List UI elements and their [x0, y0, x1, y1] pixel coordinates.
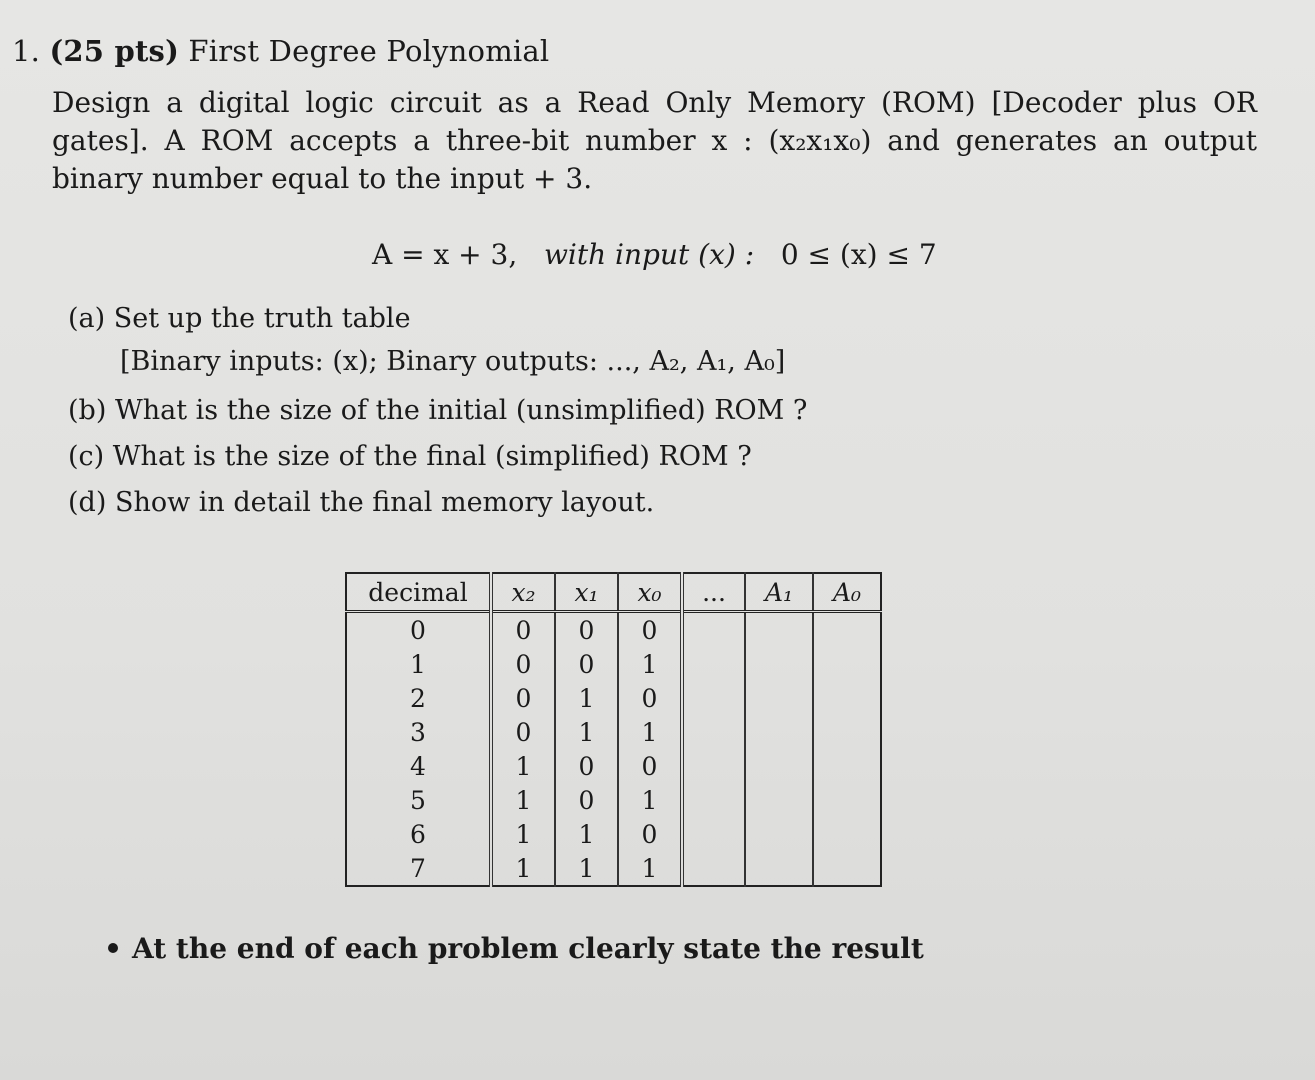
table-header-row — [346, 573, 881, 612]
cell-decimal: 6 — [410, 819, 426, 849]
cell-x1: 0 — [555, 749, 618, 783]
cell-a0 — [813, 612, 881, 648]
cell-x0: 0 — [618, 749, 682, 783]
cell-a0 — [813, 715, 881, 749]
part-text: What is the size of the initial (unsimplified) ROM ? — [114, 395, 808, 426]
part-label: (b) — [68, 395, 107, 426]
header-ellipsis: ... — [682, 573, 745, 612]
part-label: (d) — [68, 487, 107, 518]
table-row — [346, 817, 881, 851]
cell-x0: 1 — [618, 851, 682, 886]
header-x0: x₀ — [618, 573, 682, 612]
cell-decimal: 5 — [410, 785, 426, 815]
header-a1: A₁ — [745, 573, 813, 612]
cell-x2: 1 — [491, 817, 555, 851]
problem-points: (25 pts) — [49, 34, 179, 68]
cell-decimal: 4 — [410, 751, 426, 781]
cell-x2: 0 — [491, 612, 555, 648]
cell-decimal: 0 — [410, 615, 426, 645]
part-text: [Binary inputs: (x); Binary outputs: ..., A₂, A₁, A₀] — [120, 346, 786, 377]
cell-x2: 0 — [491, 681, 555, 715]
cell-a0 — [813, 681, 881, 715]
part-text: What is the size of the final (simplified) ROM ? — [112, 441, 752, 472]
cell-a1 — [745, 681, 813, 715]
cell-decimal: 2 — [410, 683, 426, 713]
cell-x1: 0 — [555, 783, 618, 817]
note-text: At the end of each problem clearly state the result — [132, 932, 924, 965]
formula-range: 0 ≤ (x) ≤ 7 — [780, 238, 937, 271]
part-c — [68, 441, 752, 472]
cell-x1: 1 — [555, 681, 618, 715]
problem-title: First Degree Polynomial — [188, 34, 550, 68]
table-row — [346, 749, 881, 783]
table-row — [346, 647, 881, 681]
cell-x0: 1 — [618, 647, 682, 681]
header-a0: A₀ — [813, 573, 881, 612]
problem-description: Design a digital logic circuit as a Read Only Memory (ROM) [Decoder plus OR gates]. A ROM accepts a three-bit number x : (x₂x₁x₀) and generates an output binary number equal to the input + 3. — [52, 86, 1257, 195]
part-label: (c) — [68, 441, 105, 472]
table-row — [346, 715, 881, 749]
cell-a1 — [745, 851, 813, 886]
cell-ellipsis — [682, 817, 745, 851]
part-label: (a) — [68, 303, 106, 334]
part-text: Set up the truth table — [113, 303, 411, 334]
cell-a1 — [745, 612, 813, 648]
cell-x0: 0 — [618, 612, 682, 648]
part-d — [68, 487, 654, 518]
problem-number: 1. — [12, 34, 41, 68]
truth-table — [345, 572, 882, 887]
cell-ellipsis — [682, 681, 745, 715]
header-decimal: decimal — [346, 573, 491, 612]
header-x2: x₂ — [491, 573, 555, 612]
table-row — [346, 851, 881, 886]
cell-x1: 0 — [555, 647, 618, 681]
cell-x2: 1 — [491, 851, 555, 886]
cell-a0 — [813, 749, 881, 783]
cell-x2: 1 — [491, 749, 555, 783]
formula-equation: A = x + 3, — [372, 238, 518, 271]
cell-ellipsis — [682, 851, 745, 886]
cell-a0 — [813, 851, 881, 886]
table-row — [346, 681, 881, 715]
bullet-icon — [108, 943, 118, 953]
cell-ellipsis — [682, 783, 745, 817]
part-a-detail — [120, 346, 785, 377]
formula-condition: with input (x) : — [543, 238, 755, 271]
table-row — [346, 612, 881, 648]
cell-decimal: 1 — [410, 649, 426, 679]
cell-ellipsis — [682, 612, 745, 648]
problem-header — [12, 34, 549, 68]
cell-decimal: 7 — [410, 853, 426, 883]
cell-a0 — [813, 783, 881, 817]
cell-a1 — [745, 647, 813, 681]
cell-x2: 0 — [491, 715, 555, 749]
cell-x0: 1 — [618, 783, 682, 817]
cell-decimal: 3 — [410, 717, 426, 747]
part-text: Show in detail the final memory layout. — [114, 487, 655, 518]
cell-x1: 1 — [555, 817, 618, 851]
cell-ellipsis — [682, 715, 745, 749]
cell-a0 — [813, 817, 881, 851]
cell-x0: 0 — [618, 817, 682, 851]
cell-a0 — [813, 647, 881, 681]
formula — [372, 238, 937, 271]
closing-note — [108, 932, 924, 965]
cell-a1 — [745, 783, 813, 817]
cell-ellipsis — [682, 647, 745, 681]
table-row — [346, 783, 881, 817]
cell-x2: 0 — [491, 647, 555, 681]
header-x1: x₁ — [555, 573, 618, 612]
part-a — [68, 303, 411, 334]
cell-x1: 1 — [555, 715, 618, 749]
cell-x1: 0 — [555, 612, 618, 648]
cell-x0: 0 — [618, 681, 682, 715]
table-body — [346, 612, 881, 887]
cell-a1 — [745, 715, 813, 749]
cell-x1: 1 — [555, 851, 618, 886]
cell-ellipsis — [682, 749, 745, 783]
cell-x2: 1 — [491, 783, 555, 817]
cell-a1 — [745, 817, 813, 851]
part-b — [68, 395, 807, 426]
cell-a1 — [745, 749, 813, 783]
cell-x0: 1 — [618, 715, 682, 749]
